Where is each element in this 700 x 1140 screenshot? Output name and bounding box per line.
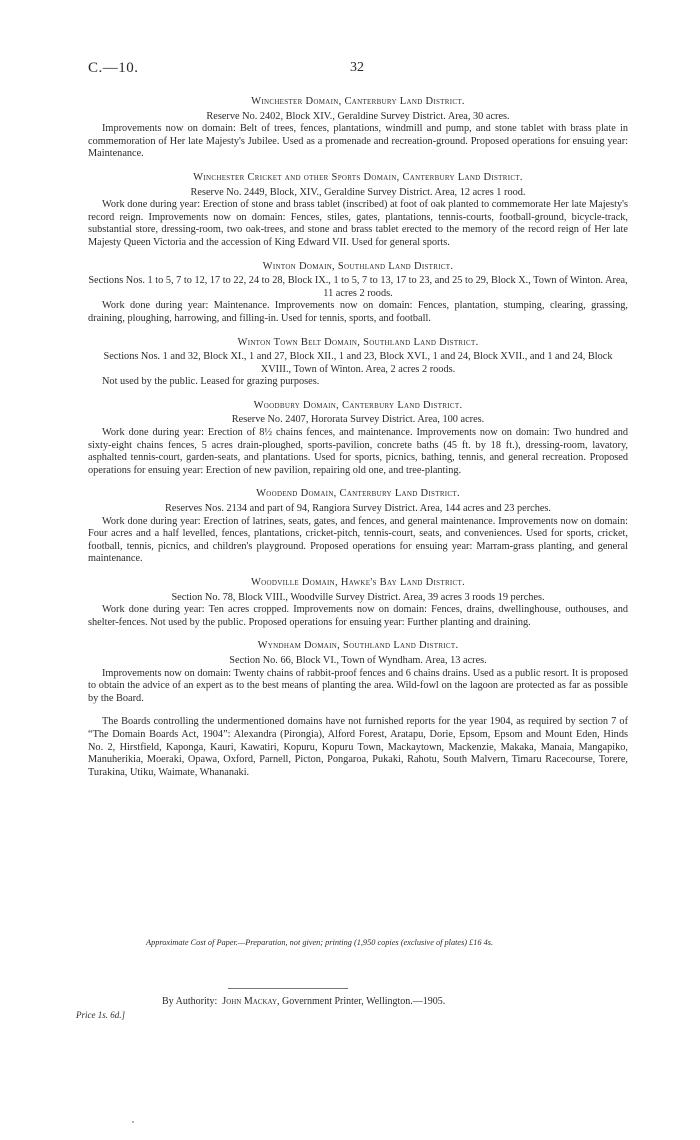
section-description: Reserve No. 2402, Block XIV., Geraldine Survey District. Area, 30 acres. bbox=[206, 110, 510, 122]
authority-prefix: By Authority: bbox=[162, 996, 218, 1007]
section-title: Winchester Cricket and other Sports Domain, Canterbury Land District. bbox=[193, 171, 523, 183]
domain-section bbox=[88, 172, 628, 250]
printer-name: John Mackay bbox=[222, 996, 277, 1007]
section-title: Winton Domain, Southland Land District. bbox=[262, 260, 454, 272]
section-paragraph: Work done during year: Erection of latrines, seats, gates, and fences, and general maintenance. Improvements now on domain: Four acres and a half levelled, fences, plantations, cricket-pitch, tennis-court, seats, and conveniences. Used for sports, cricket, football, tennis, picnics, and children's playground. Proposed operations for ensuing year: Marram-grass planting, and general maintenance. bbox=[88, 515, 628, 565]
section-description: Sections Nos. 1 to 5, 7 to 12, 17 to 22, 24 to 28, Block IX., 1 to 5, 7 to 13, 17 to 23, and 25 to 29, Block X., Town of Winton. Area, 11 acres 2 roods. bbox=[88, 275, 628, 299]
section-paragraph: Work done during year: Erection of 8½ chains fences, and maintenance. Improvements now on domain: Two hundred and sixty-eight chains fences, 5 acres drain-ploughed, sports-pavilion, concrete baths (45 ft. by 18 ft.), dressing-room, lavatory, asphalted tennis-court, garden-seats, and plantations. Used for sports, picnics, bathing, tennis, and general recreation. Proposed operations for ensuing year: Erection of new pavilion, repairing old one, and tree-planting. bbox=[88, 427, 628, 476]
section-description: Reserves Nos. 2134 and part of 94, Rangiora Survey District. Area, 144 acres and 23 perches. bbox=[164, 503, 552, 515]
authority-suffix: , Government Printer, Wellington.—1905. bbox=[277, 996, 446, 1007]
domain-section bbox=[88, 337, 628, 389]
section-title: Wyndham Domain, Southland Land District. bbox=[257, 640, 459, 652]
section-description: Section No. 78, Block VIII., Woodville Survey District. Area, 39 acres 3 roods 19 perches. bbox=[171, 591, 545, 603]
section-title: Woodbury Domain, Canterbury Land District. bbox=[253, 399, 463, 411]
section-title: Woodend Domain, Canterbury Land District. bbox=[256, 488, 460, 500]
document-body bbox=[88, 96, 628, 779]
page-number: 32 bbox=[350, 60, 364, 75]
section-paragraph: Work done during year: Ten acres cropped. Improvements now on domain: Fences, drains, dwellinghouse, outhouses, and shelter-fences. Not used by the public. Proposed operations for ensuing year: Further planting and draining. bbox=[88, 604, 628, 628]
domain-section bbox=[88, 577, 628, 629]
cost-of-paper-note: Approximate Cost of Paper.—Preparation, not given; printing (1,950 copies (exclusive of plates) £16 4s. bbox=[146, 938, 494, 947]
domain-section bbox=[88, 640, 628, 705]
domain-section bbox=[88, 96, 628, 161]
domain-section bbox=[88, 488, 628, 566]
page-mark bbox=[132, 1121, 134, 1123]
section-paragraph: Not used by the public. Leased for grazing purposes. bbox=[102, 376, 320, 388]
domain-section bbox=[88, 261, 628, 326]
section-paragraph: Improvements now on domain: Twenty chains of rabbit-proof fences and 6 chains drains. Used as a public resort. It is proposed to obtain the advice of an expert as to the best means of planting the area. Wild-fowl on the lagoon are protected as far as possible by the Board. bbox=[88, 667, 628, 704]
section-paragraph: Work done during year: Erection of stone and brass tablet (inscribed) at foot of oak planted to commemorate Her late Majesty's record reign. Improvements now on domain: Fences, stiles, gates, plantations, tennis-courts, football-ground, bicycle-track, substantial store, dressing-room, two oak-trees, and stone and brass tablet erected to the memory of the record reign of Her late Majesty Queen Victoria and the accession of King Edward VII. Used for general sports. bbox=[88, 199, 628, 248]
unreported-domains-paragraph: The Boards controlling the undermentioned domains have not furnished reports for the year 1904, as required by section 7 of “The Domain Boards Act, 1904”: Alexandra (Pirongia), Alford Forest, Aratapu, Dorie, Epsom, Epsom and Mount Eden, Hinds No. 2, Hirstfield, Kaponga, Kauri, Kawatiri, Kopuru, Kopuru Town, Mackaytown, Mackenzie, Makaka, Manaia, Mangapiko, Manuherikia, Moeraki, Opawa, Oxford, Parnell, Picton, Pongaroa, Pukaki, Rahotu, South Malvern, Timaru Racecourse, Torere, Turakina, Utiku, Waimate, Whananaki. bbox=[88, 716, 628, 778]
page-header bbox=[88, 62, 648, 78]
section-description: Reserve No. 2407, Hororata Survey District. Area, 100 acres. bbox=[231, 414, 485, 426]
price-note: Price 1s. 6d.] bbox=[76, 1010, 125, 1020]
section-paragraph: Work done during year: Maintenance. Improvements now on domain: Fences, plantation, stumping, clearing, grassing, draining, ploughing, harrowing, and filling-in. Used for tennis, sports, and football. bbox=[88, 300, 628, 324]
section-title: Winton Town Belt Domain, Southland Land District. bbox=[237, 336, 479, 348]
section-title: Winchester Domain, Canterbury Land District. bbox=[251, 96, 465, 107]
section-description: Reserve No. 2449, Block, XIV., Geraldine Survey District. Area, 12 acres 1 rood. bbox=[190, 186, 526, 198]
document-reference: C.—10. bbox=[88, 60, 139, 76]
section-description: Sections Nos. 1 and 32, Block XI., 1 and 27, Block XII., 1 and 23, Block XVI., 1 and 24, Block XVII., and 1 and 24, Block XVIII., Town of Winton. Area, 2 acres 2 roods. bbox=[103, 351, 613, 375]
section-description: Section No. 66, Block VI., Town of Wyndham. Area, 13 acres. bbox=[229, 654, 487, 666]
divider bbox=[228, 988, 348, 989]
section-title: Woodville Domain, Hawke's Bay Land District. bbox=[250, 577, 466, 588]
section-paragraph: Improvements now on domain: Belt of trees, fences, plantations, windmill and pump, and stone tablet with brass plate in commemoration of Her late Majesty's Jubilee. Used as a promenade and recreation-ground. Proposed operations for ensuing year: Maintenance. bbox=[88, 123, 628, 160]
printer-authority bbox=[162, 996, 632, 1009]
domain-section bbox=[88, 400, 628, 478]
